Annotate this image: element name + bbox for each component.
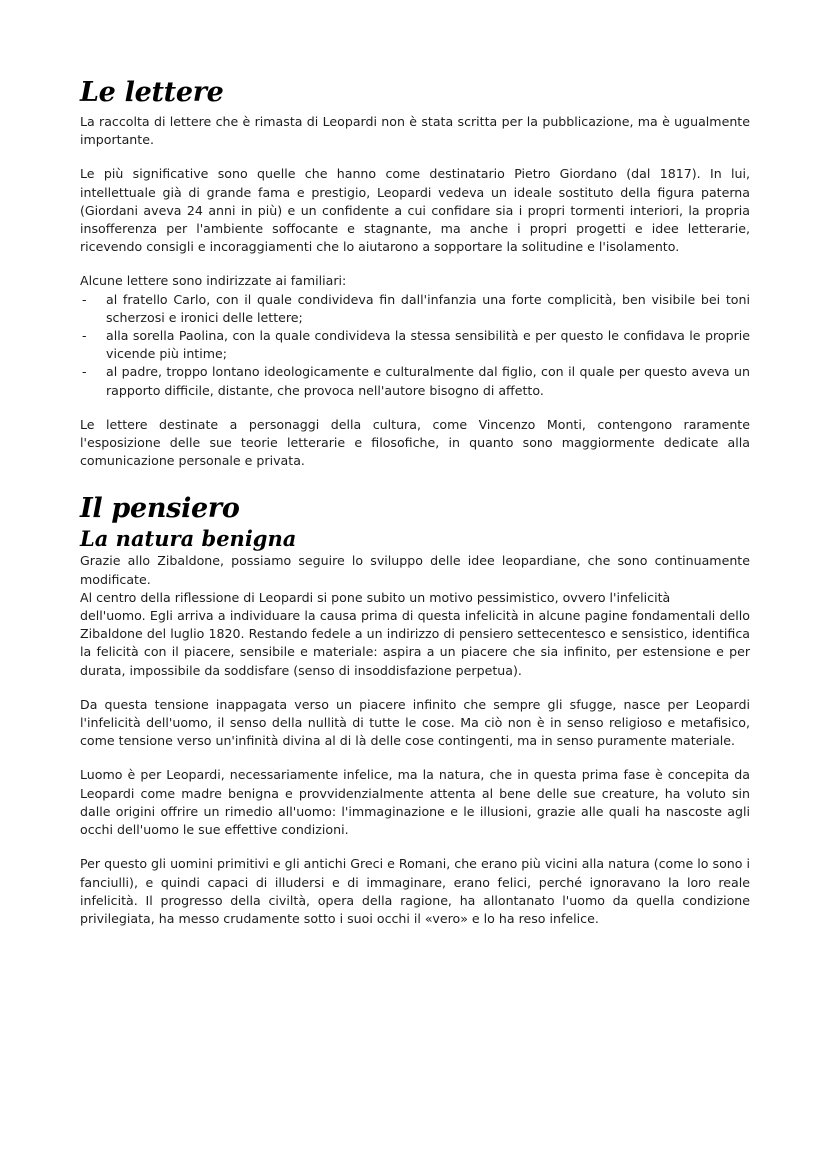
pensiero-paragraph-1: Grazie allo Zibaldone, possiamo seguire lo sviluppo delle idee leopardiane, che sono continuamente modificate. — [80, 553, 750, 587]
familiari-list — [80, 291, 750, 400]
lettere-paragraph-2: Le più significative sono quelle che hanno come destinatario Pietro Giordano (dal 1817). In lui, intellettuale già di grande fama e prestigio, Leopardi vedeva un ideale sostituto della figura paterna (Giordani aveva 24 anni in più) e un confidente a cui confidare sia i propri tormenti interiori, la propria insofferenza per l'ambiente soffocante e stagnante, ma anche i propri progetti e idee letterarie, ricevendo consigli e incoraggiamenti che lo aiutarono a sopportare la solitudine e l'isolamento. — [80, 166, 750, 255]
pensiero-paragraph-2b: dell'uomo. Egli arriva a individuare la causa prima di questa infelicità in alcune pagine fondamentali dello Zibaldone del luglio 1820. Restando fedele a un indirizzo di pensiero settecentesco e sensistico, identifica la felicità con il piacere, sensibile e materiale: aspira a un piacere che sia infinito, per estensione e per durata, impossibile da soddisfare (senso di insoddisfazione perpetua). — [80, 608, 750, 678]
section-title-pensiero: Il pensiero — [80, 493, 240, 525]
list-item: - al padre, troppo lontano ideologicamente e culturalmente dal figlio, con il quale per questo aveva un rapporto difficile, distante, che provoca nell'autore bisogno di affetto. — [80, 363, 750, 399]
pensiero-paragraph-2a: Al centro della riflessione di Leopardi si pone subito un motivo pessimistico, ovvero l'infelicità — [80, 589, 671, 605]
list-item: - alla sorella Paolina, con la quale condivideva la stessa sensibilità e per questo le confidava le proprie vicende più intime; — [80, 327, 750, 363]
lettere-paragraph-4: Le lettere destinate a personaggi della cultura, come Vincenzo Monti, contengono raramente l'esposizione delle sue teorie letterarie e filosofiche, in quanto sono maggiormente dedicate alla comunicazione personale e privata. — [80, 416, 750, 469]
section-title-lettere: Le lettere — [80, 77, 224, 108]
subsection-title-natura-benigna: La natura benigna — [80, 526, 297, 552]
list-item: - al fratello Carlo, con il quale condivideva fin dall'infanzia una forte complicità, ben visibile bei toni scherzosi e ironici delle lettere; — [80, 291, 750, 327]
lettere-paragraph-1: La raccolta di lettere che è rimasta di Leopardi non è stata scritta per la pubblicazione, ma è ugualmente importante. — [80, 114, 750, 148]
pensiero-paragraph-5: Per questo gli uomini primitivi e gli antichi Greci e Romani, che erano più vicini alla natura (come lo sono i fanciulli), e quindi capaci di illudersi e di immaginare, erano felici, perché ignoravano la loro reale infelicità. Il progresso della civiltà, opera della ragione, ha allontanato l'uomo da quella condizione privilegiata, ha messo crudamente sotto i suoi occhi il «vero» e lo ha reso infelice. — [80, 856, 750, 926]
pensiero-paragraph-4: Luomo è per Leopardi, necessariamente infelice, ma la natura, che in questa prima fase è concepita da Leopardi come madre benigna e provvidenzialmente attenta al bene delle sue creature, ha voluto sin dalle origini offrire un rimedio all'uomo: l'immaginazione e le illusioni, grazie alle quali ha nascoste agli occhi dell'uomo le sue effettive condizioni. — [80, 767, 750, 838]
lettere-paragraph-3: Alcune lettere sono indirizzate ai familiari: — [80, 273, 347, 289]
pensiero-paragraph-3: Da questa tensione inappagata verso un piacere infinito che sempre gli sfugge, nasce per Leopardi l'infelicità dell'uomo, il senso della nullità di tutte le cose. Ma ciò non è in senso religioso e metafisico, come tensione verso un'infinità divina al di là delle cose contingenti, ma in senso puramente materiale. — [80, 696, 750, 749]
